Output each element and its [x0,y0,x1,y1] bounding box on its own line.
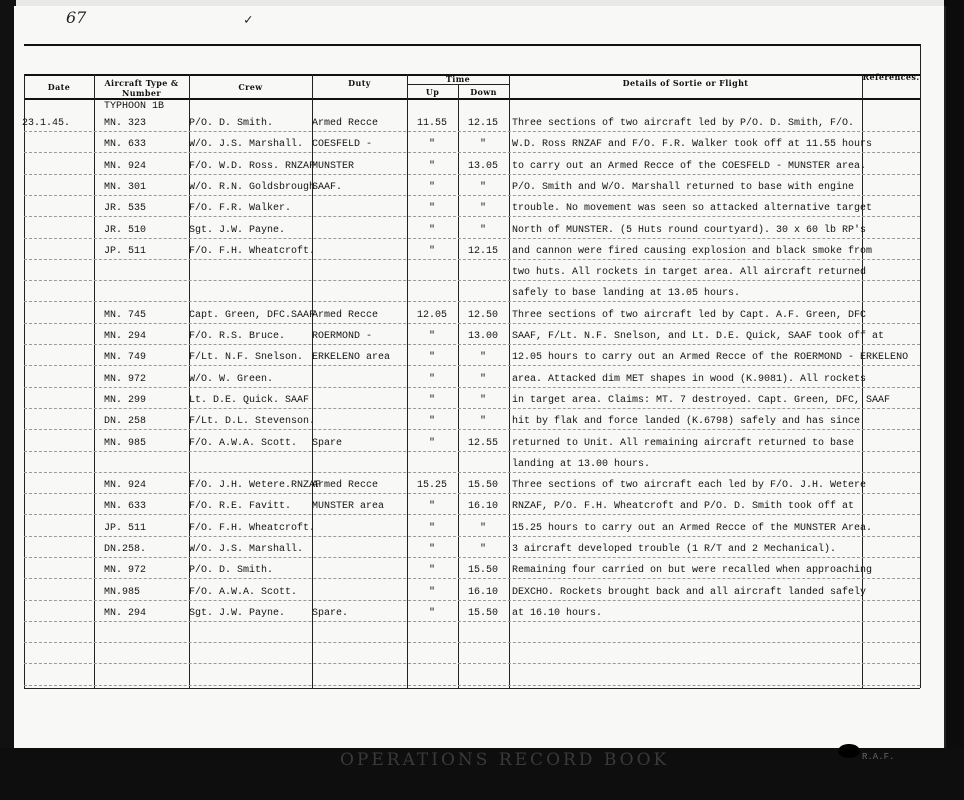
row-duty: ERKELENO area [312,352,391,363]
row-down-time: " [479,544,486,555]
ruled-line [24,578,920,579]
detail-line: RNZAF, P/O. F.H. Wheatcroft and P/O. D. Smith took off at [512,501,855,512]
row-duty: Spare [312,438,343,449]
col-line-duty [407,74,408,688]
header-bottom-rule [24,98,920,100]
ruled-line [24,152,920,153]
detail-line: at 16.10 hours. [512,608,603,619]
row-up-time: " [428,161,435,172]
ruled-line [24,238,920,239]
row-aircraft: MN. 749 [104,352,147,363]
row-duty: Armed Recce [312,118,379,129]
row-crew: F/Lt. N.F. Snelson. [189,352,304,363]
col-line-date [94,74,95,688]
row-crew: Lt. D.E. Quick. SAAF [189,395,310,406]
header-references: References. [862,72,920,82]
detail-line: two huts. All rockets in target area. All aircraft returned [512,267,867,278]
row-crew: Capt. Green, DFC.SAAF [189,310,316,321]
row-down-time: 16.10 [467,587,498,598]
row-aircraft: JP. 511 [104,246,147,257]
row-crew: F/O. F.H. Wheatcroft. [189,523,316,534]
ruled-line [24,365,920,366]
row-down-time: 12.15 [467,118,498,129]
ruled-line [24,408,920,409]
row-aircraft: MN. 972 [104,374,147,385]
row-aircraft: DN. 258 [104,416,147,427]
row-crew: F/O. W.D. Ross. RNZAF [189,161,316,172]
row-up-time: " [428,352,435,363]
row-down-time: " [479,225,486,236]
detail-line: trouble. No movement was seen so attacked alternative target [512,203,873,214]
row-aircraft: DN.258. [104,544,147,555]
detail-line: safely to base landing at 13.05 hours. [512,288,741,299]
ruled-line [24,600,920,601]
scan-right-edge [944,0,964,800]
detail-line: Remaining four carried on but were recalled when approaching [512,565,873,576]
table-bottom-rule [24,688,920,689]
detail-line: P/O. Smith and W/O. Marshall returned to base with engine [512,182,855,193]
row-aircraft: MN. 972 [104,565,147,576]
ruled-line [24,472,920,473]
ruled-line [24,301,920,302]
ruled-line [24,429,920,430]
row-up-time: " [428,608,435,619]
header-crew: Crew [238,82,263,92]
row-down-time: " [479,523,486,534]
row-crew: F/O. R.E. Favitt. [189,501,292,512]
row-down-time: " [479,374,486,385]
row-crew: Sgt. J.W. Payne. [189,225,286,236]
row-aircraft: MN. 633 [104,501,147,512]
row-up-time: 11.55 [416,118,447,129]
row-up-time: 12.05 [416,310,447,321]
footer-title: OPERATIONS RECORD BOOK [340,750,670,770]
row-duty: Spare. [312,608,349,619]
row-aircraft: MN. 299 [104,395,147,406]
row-crew: F/O. A.W.A. Scott. [189,438,298,449]
row-up-time: " [428,438,435,449]
row-aircraft: MN. 294 [104,608,147,619]
ruled-line [24,195,920,196]
row-aircraft: MN. 323 [104,118,147,129]
detail-line: 12.05 hours to carry out an Armed Recce of the ROERMOND - ERKELENO [512,352,909,363]
row-down-time: " [479,416,486,427]
row-date: 23.1.45. [22,118,71,129]
row-aircraft: MN. 294 [104,331,147,342]
row-crew: F/O. F.R. Walker. [189,203,292,214]
row-aircraft: JR. 535 [104,203,147,214]
aircraft-type: TYPHOON 1B [104,101,165,112]
row-down-time: 12.15 [467,246,498,257]
row-aircraft: MN. 985 [104,438,147,449]
col-line-down [509,74,510,688]
ruled-line [24,216,920,217]
row-aircraft: MN. 633 [104,139,147,150]
col-line-right [920,44,921,688]
row-duty: COESFELD - [312,139,373,150]
row-crew: W/O. J.S. Marshall. [189,544,304,555]
detail-line: Three sections of two aircraft led by Capt. A.F. Green, DFC [512,310,867,321]
ruled-line [24,642,920,643]
row-up-time: " [428,395,435,406]
footer-ref: R.A.F. [862,752,895,762]
ruled-line [24,387,920,388]
row-crew: W/O. W. Green. [189,374,274,385]
row-up-time: " [428,246,435,257]
detail-line: SAAF, F/Lt. N.F. Snelson, and Lt. D.E. Quick, SAAF took off at [512,331,885,342]
header-details: Details of Sortie or Flight [622,78,749,88]
row-up-time: " [428,374,435,385]
row-duty: SAAF. [312,182,343,193]
row-up-time: " [428,203,435,214]
detail-line: returned to Unit. All remaining aircraft returned to base [512,438,855,449]
ruled-line [24,323,920,324]
detail-line: to carry out an Armed Recce of the COESFELD - MUNSTER area. [512,161,867,172]
page-number-mark: 67 [66,8,87,27]
ruled-line [24,493,920,494]
row-crew: W/O. J.S. Marshall. [189,139,304,150]
row-up-time: " [428,523,435,534]
row-crew: Sgt. J.W. Payne. [189,608,286,619]
row-down-time: 15.50 [467,565,498,576]
detail-line: and cannon were fired causing explosion and black smoke from [512,246,873,257]
row-up-time: " [428,225,435,236]
row-aircraft: MN. 745 [104,310,147,321]
row-down-time: 13.00 [467,331,498,342]
row-down-time: 12.55 [467,438,498,449]
row-up-time: " [428,331,435,342]
row-aircraft: JP. 511 [104,523,147,534]
header-duty: Duty [348,78,371,88]
row-down-time: 12.50 [467,310,498,321]
ruled-line [24,131,920,132]
row-aircraft: JR. 510 [104,225,147,236]
ruled-line [24,514,920,515]
detail-line: Three sections of two aircraft led by P/O. D. Smith, F/O. [512,118,855,129]
row-crew: P/O. D. Smith. [189,118,274,129]
row-down-time: 13.05 [467,161,498,172]
header-date: Date [47,82,71,92]
detail-line: DEXCHO. Rockets brought back and all aircraft landed safely [512,587,867,598]
ruled-line [24,685,920,686]
ruled-line [24,663,920,664]
col-line-left [24,74,25,688]
row-crew: P/O. D. Smith. [189,565,274,576]
ruled-line [24,174,920,175]
detail-line: in target area. Claims: MT. 7 destroyed. Capt. Green, DFC, SAAF [512,395,891,406]
row-up-time: " [428,139,435,150]
row-crew: W/O. R.N. Goldsbrough [189,182,316,193]
ruled-line [24,344,920,345]
row-down-time: " [479,139,486,150]
row-up-time: " [428,587,435,598]
ink-blot [838,744,860,758]
row-duty: ROERMOND - [312,331,373,342]
row-aircraft: MN. 301 [104,182,147,193]
ruled-line [24,280,920,281]
detail-line: Three sections of two aircraft each led by F/O. J.H. Wetere [512,480,867,491]
detail-line: area. Attacked dim MET shapes in wood (K.9081). All rockets [512,374,867,385]
ruled-line [24,621,920,622]
row-duty: Armed Recce [312,310,379,321]
row-aircraft: MN.985 [104,587,141,598]
row-up-time: " [428,544,435,555]
row-down-time: " [479,203,486,214]
detail-line: W.D. Ross RNZAF and F/O. F.R. Walker took off at 11.55 hours [512,139,873,150]
row-down-time: 15.50 [467,480,498,491]
row-crew: F/O. J.H. Wetere.RNZAF [189,480,322,491]
row-up-time: 15.25 [416,480,447,491]
row-down-time: 15.50 [467,608,498,619]
row-up-time: " [428,182,435,193]
row-down-time: " [479,182,486,193]
header-down: Down [470,87,497,97]
header-time: Time [445,74,471,84]
row-crew: F/O. F.H. Wheatcroft. [189,246,316,257]
row-duty: MUNSTER [312,161,355,172]
detail-line: North of MUNSTER. (5 Huts round courtyard). 30 x 60 lb RP's [512,225,867,236]
detail-line: landing at 13.00 hours. [512,459,651,470]
header-up: Up [425,87,440,97]
ruled-line [24,451,920,452]
detail-line: 3 aircraft developed trouble (1 R/T and 2 Mechanical). [512,544,837,555]
row-aircraft: MN. 924 [104,161,147,172]
ruled-line [24,557,920,558]
ruled-line [24,259,920,260]
pen-tick-mark: ✓ [244,13,253,29]
row-up-time: " [428,501,435,512]
row-up-time: " [428,565,435,576]
header-aircraft: Aircraft Type & Number [104,78,179,98]
row-crew: F/O. A.W.A. Scott. [189,587,298,598]
row-up-time: " [428,416,435,427]
row-crew: F/O. R.S. Bruce. [189,331,286,342]
detail-line: 15.25 hours to carry out an Armed Recce of the MUNSTER Area. [512,523,873,534]
ruled-line [24,536,920,537]
row-aircraft: MN. 924 [104,480,147,491]
row-down-time: " [479,395,486,406]
row-crew: F/Lt. D.L. Stevenson. [189,416,316,427]
row-down-time: 16.10 [467,501,498,512]
top-rule [24,44,920,46]
detail-line: hit by flak and force landed (K.6798) safely and has since [512,416,861,427]
row-duty: Armed Recce [312,480,379,491]
row-duty: MUNSTER area [312,501,385,512]
row-down-time: " [479,352,486,363]
